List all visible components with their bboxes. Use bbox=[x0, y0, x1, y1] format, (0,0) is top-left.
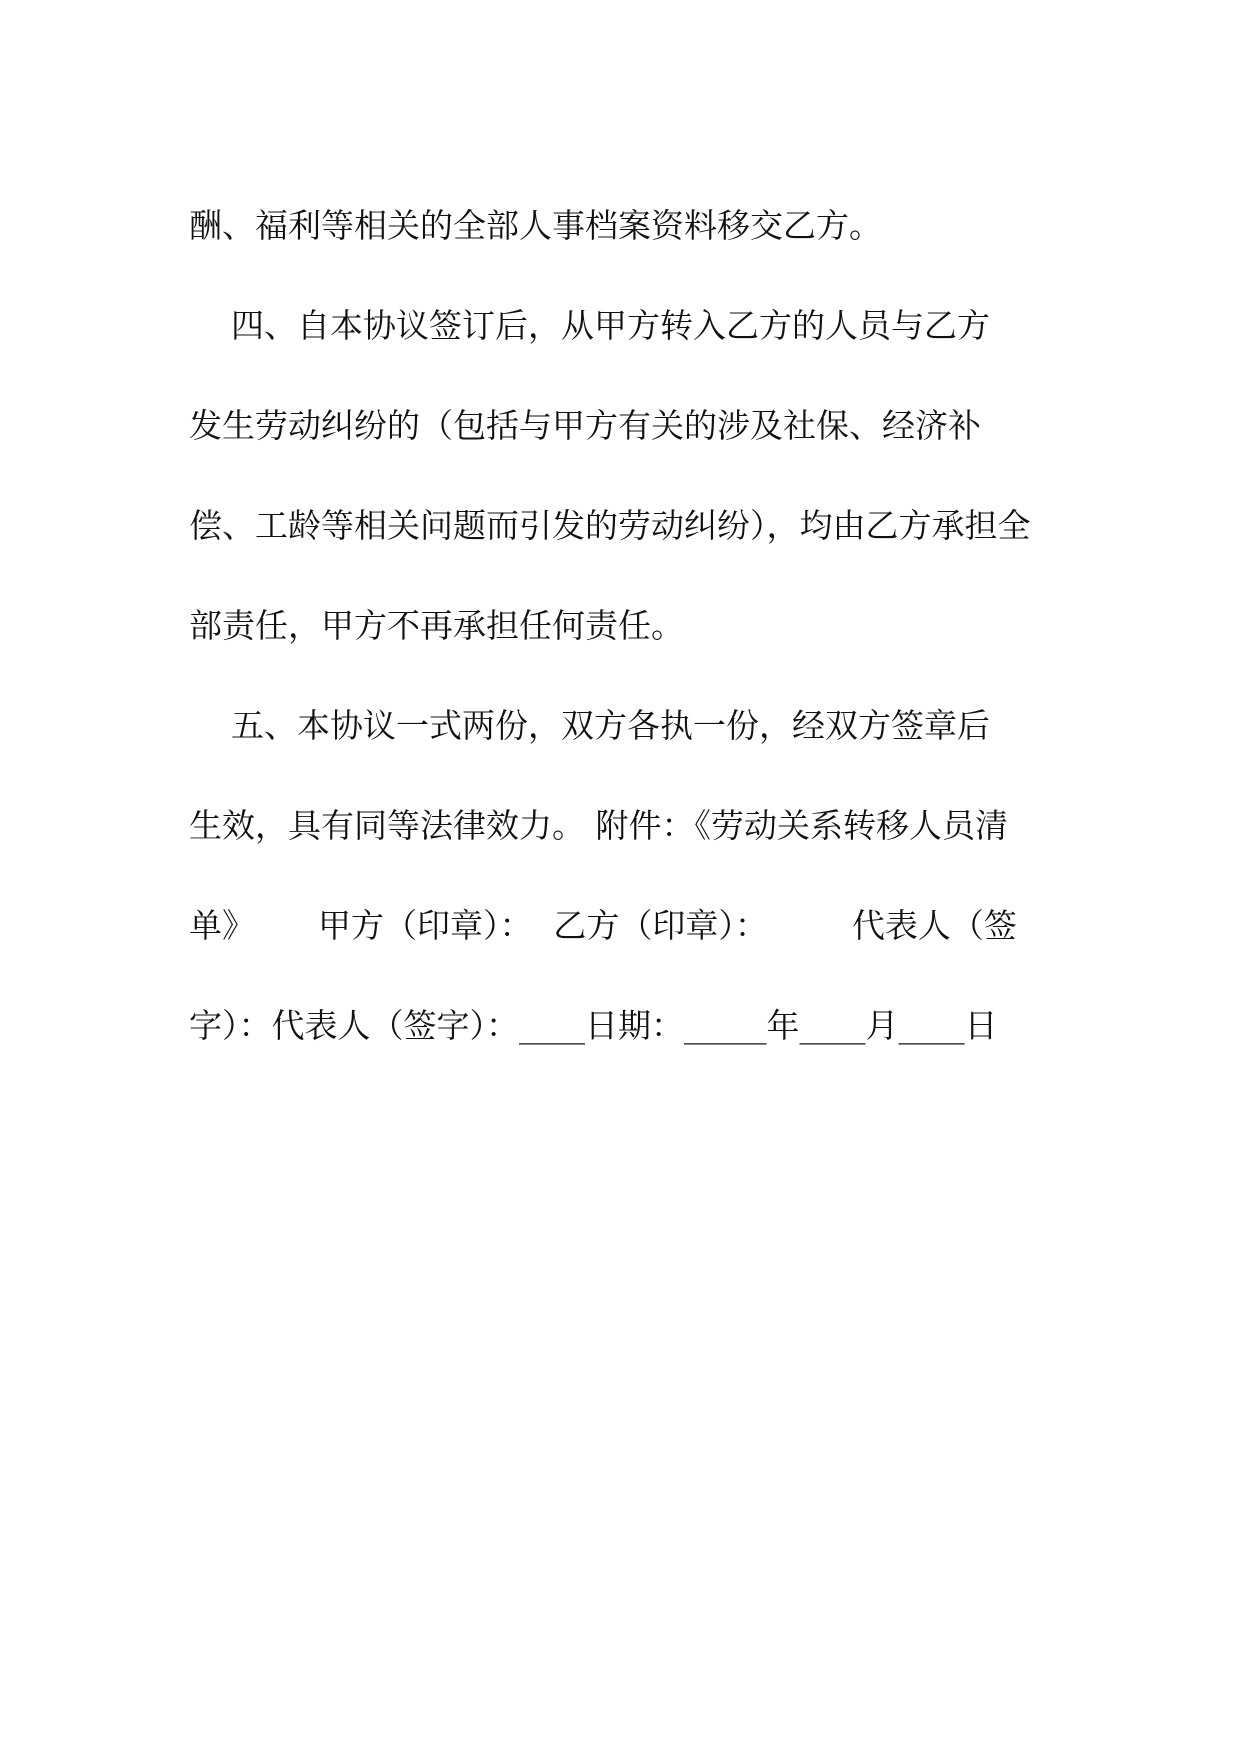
paragraph-line bbox=[189, 876, 1069, 976]
paragraph-line bbox=[189, 776, 1069, 876]
paragraph-line bbox=[189, 676, 1069, 776]
line-text: 单》 甲方（印章）： 乙方（印章）： 代表人（签 bbox=[189, 906, 1017, 945]
line-text: 部责任，甲方不再承担任何责任。 bbox=[189, 606, 684, 645]
document-body bbox=[189, 176, 1069, 1076]
line-text: 字）：代表人（签字）：____日期：_____年____月____日 bbox=[189, 1006, 998, 1045]
paragraph-line bbox=[189, 576, 1069, 676]
line-text: 五、本协议一式两份，双方各执一份，经双方签章后 bbox=[189, 706, 990, 745]
paragraph-line bbox=[189, 476, 1069, 576]
line-text: 酬、福利等相关的全部人事档案资料移交乙方。 bbox=[189, 206, 882, 245]
paragraph-line bbox=[189, 176, 1069, 276]
paragraph-line bbox=[189, 376, 1069, 476]
line-text: 发生劳动纠纷的（包括与甲方有关的涉及社保、经济补 bbox=[189, 406, 981, 445]
line-text: 生效，具有同等法律效力。 附件：《劳动关系转移人员清 bbox=[189, 806, 1008, 845]
paragraph-line bbox=[189, 976, 1069, 1076]
paragraph-line bbox=[189, 276, 1069, 376]
line-text: 偿、工龄等相关问题而引发的劳动纠纷），均由乙方承担全 bbox=[189, 506, 1031, 545]
line-text: 四、自本协议签订后，从甲方转入乙方的人员与乙方 bbox=[189, 306, 990, 345]
